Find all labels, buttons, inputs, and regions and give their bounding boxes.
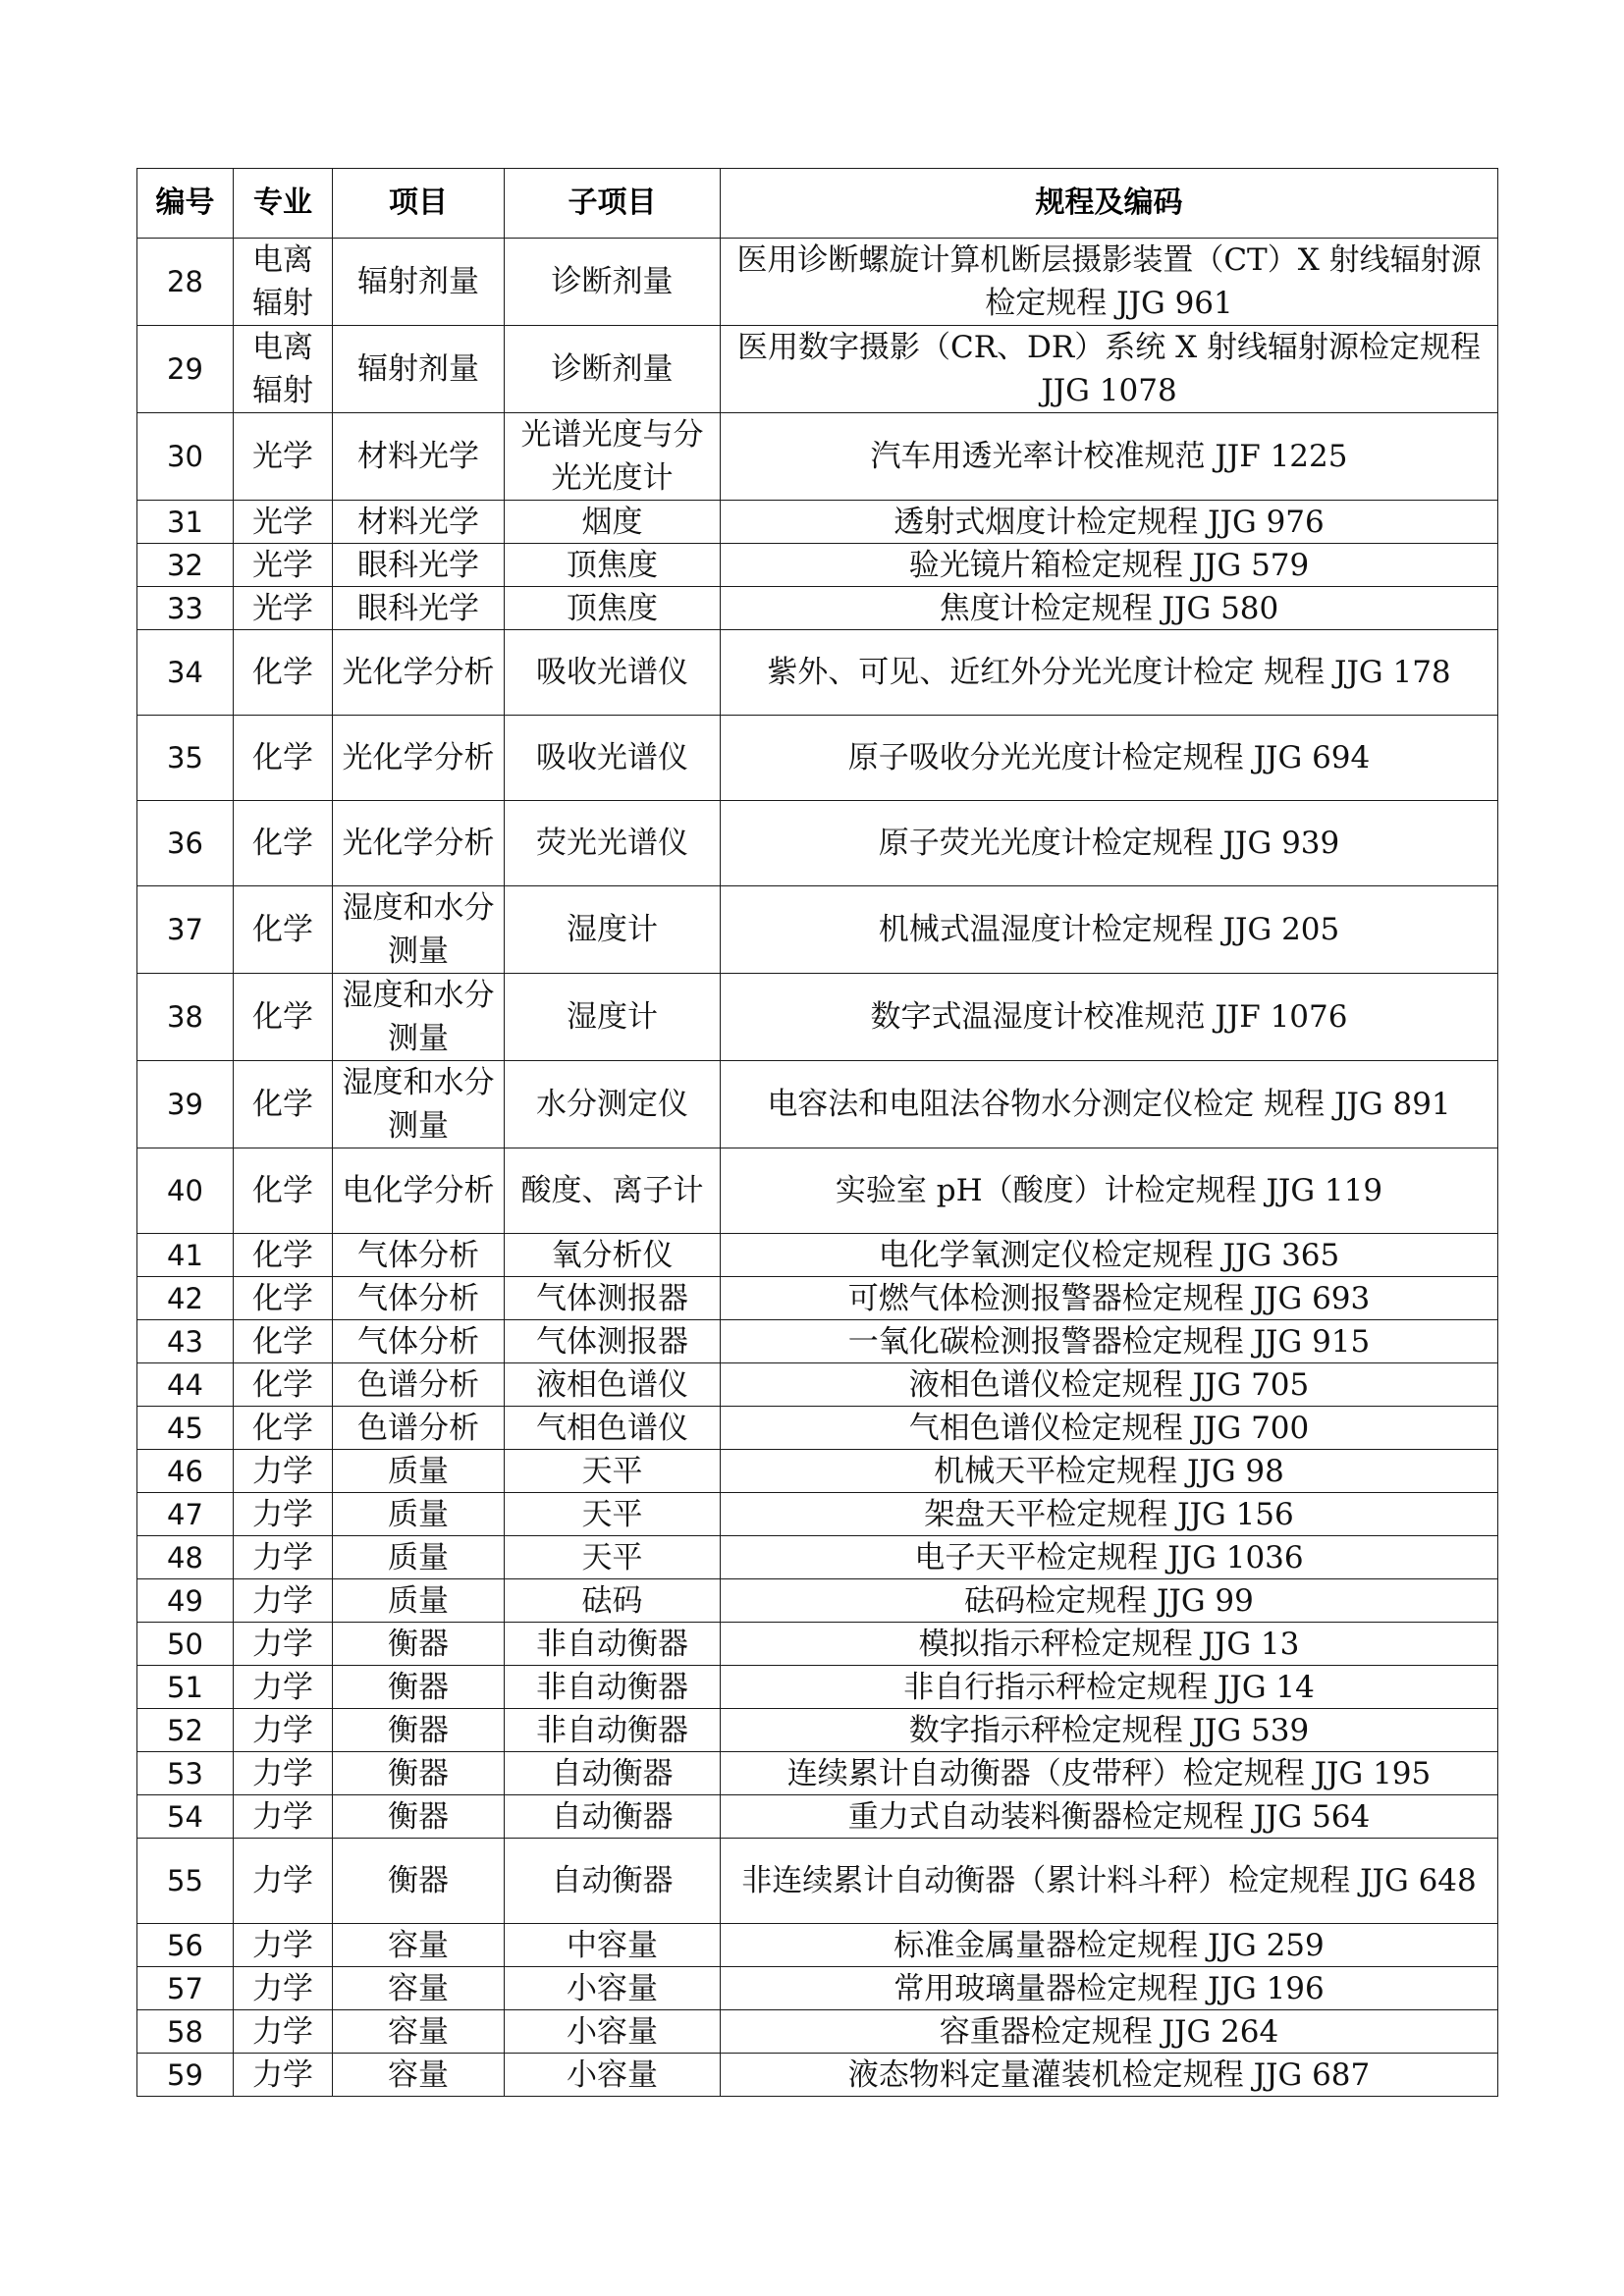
cell-subitem: 非自动衡器 — [505, 1666, 721, 1709]
cell-no: 41 — [137, 1234, 234, 1277]
cell-spec: 砝码检定规程 JJG 99 — [721, 1579, 1498, 1623]
table-row — [137, 1234, 1498, 1277]
cell-major: 电离辐射 — [234, 326, 333, 413]
cell-subitem: 顶焦度 — [505, 544, 721, 587]
cell-spec: 模拟指示秤检定规程 JJG 13 — [721, 1623, 1498, 1666]
cell-no: 45 — [137, 1407, 234, 1450]
cell-major: 力学 — [234, 1493, 333, 1536]
cell-no: 47 — [137, 1493, 234, 1536]
cell-major: 电离辐射 — [234, 239, 333, 326]
cell-subitem: 湿度计 — [505, 974, 721, 1061]
table-row — [137, 1536, 1498, 1579]
cell-spec: 焦度计检定规程 JJG 580 — [721, 587, 1498, 630]
cell-no: 42 — [137, 1277, 234, 1320]
cell-no: 43 — [137, 1320, 234, 1363]
cell-spec: 非自行指示秤检定规程 JJG 14 — [721, 1666, 1498, 1709]
header-subitem: 子项目 — [505, 169, 721, 239]
cell-subitem: 顶焦度 — [505, 587, 721, 630]
cell-subitem: 诊断剂量 — [505, 326, 721, 413]
cell-item: 辐射剂量 — [333, 326, 505, 413]
header-spec: 规程及编码 — [721, 169, 1498, 239]
table-row — [137, 544, 1498, 587]
cell-spec: 机械天平检定规程 JJG 98 — [721, 1450, 1498, 1493]
cell-no: 51 — [137, 1666, 234, 1709]
cell-major: 力学 — [234, 1666, 333, 1709]
table-row — [137, 1666, 1498, 1709]
cell-subitem: 非自动衡器 — [505, 1623, 721, 1666]
cell-item: 材料光学 — [333, 413, 505, 501]
cell-no: 33 — [137, 587, 234, 630]
cell-item: 衡器 — [333, 1752, 505, 1795]
cell-subitem: 诊断剂量 — [505, 239, 721, 326]
cell-item: 衡器 — [333, 1623, 505, 1666]
cell-no: 36 — [137, 801, 234, 886]
table-row — [137, 1579, 1498, 1623]
cell-item: 容量 — [333, 1924, 505, 1967]
cell-spec: 透射式烟度计检定规程 JJG 976 — [721, 501, 1498, 544]
cell-no: 48 — [137, 1536, 234, 1579]
cell-major: 力学 — [234, 1839, 333, 1924]
cell-subitem: 光谱光度与分光光度计 — [505, 413, 721, 501]
cell-major: 力学 — [234, 1752, 333, 1795]
cell-no: 29 — [137, 326, 234, 413]
cell-major: 力学 — [234, 2054, 333, 2097]
cell-spec: 标准金属量器检定规程 JJG 259 — [721, 1924, 1498, 1967]
cell-subitem: 气体测报器 — [505, 1277, 721, 1320]
table-header-row — [137, 169, 1498, 239]
cell-no: 38 — [137, 974, 234, 1061]
cell-no: 56 — [137, 1924, 234, 1967]
cell-major: 力学 — [234, 2010, 333, 2054]
cell-spec: 电容法和电阻法谷物水分测定仪检定 规程 JJG 891 — [721, 1061, 1498, 1148]
cell-major: 化学 — [234, 1363, 333, 1407]
cell-item: 气体分析 — [333, 1320, 505, 1363]
cell-subitem: 小容量 — [505, 2054, 721, 2097]
cell-item: 电化学分析 — [333, 1148, 505, 1234]
cell-major: 化学 — [234, 630, 333, 716]
cell-item: 容量 — [333, 1967, 505, 2010]
table-row — [137, 1795, 1498, 1839]
table-row — [137, 1709, 1498, 1752]
cell-item: 湿度和水分测量 — [333, 886, 505, 974]
cell-spec: 机械式温湿度计检定规程 JJG 205 — [721, 886, 1498, 974]
cell-major: 化学 — [234, 1234, 333, 1277]
cell-major: 光学 — [234, 587, 333, 630]
table-row — [137, 630, 1498, 716]
cell-item: 光化学分析 — [333, 801, 505, 886]
cell-major: 化学 — [234, 1148, 333, 1234]
cell-no: 35 — [137, 716, 234, 801]
table-row — [137, 974, 1498, 1061]
cell-item: 容量 — [333, 2010, 505, 2054]
cell-major: 化学 — [234, 716, 333, 801]
cell-item: 质量 — [333, 1450, 505, 1493]
cell-major: 力学 — [234, 1795, 333, 1839]
cell-item: 容量 — [333, 2054, 505, 2097]
cell-spec: 医用数字摄影（CR、DR）系统 X 射线辐射源检定规程 JJG 1078 — [721, 326, 1498, 413]
cell-subitem: 液相色谱仪 — [505, 1363, 721, 1407]
cell-spec: 气相色谱仪检定规程 JJG 700 — [721, 1407, 1498, 1450]
cell-item: 光化学分析 — [333, 716, 505, 801]
cell-major: 力学 — [234, 1709, 333, 1752]
cell-major: 化学 — [234, 886, 333, 974]
cell-no: 34 — [137, 630, 234, 716]
cell-subitem: 小容量 — [505, 2010, 721, 2054]
table-row — [137, 1320, 1498, 1363]
cell-spec: 一氧化碳检测报警器检定规程 JJG 915 — [721, 1320, 1498, 1363]
cell-subitem: 酸度、离子计 — [505, 1148, 721, 1234]
cell-no: 31 — [137, 501, 234, 544]
cell-subitem: 湿度计 — [505, 886, 721, 974]
cell-subitem: 小容量 — [505, 1967, 721, 2010]
header-no: 编号 — [137, 169, 234, 239]
cell-spec: 汽车用透光率计校准规范 JJF 1225 — [721, 413, 1498, 501]
cell-major: 化学 — [234, 1061, 333, 1148]
table-row — [137, 1277, 1498, 1320]
cell-no: 46 — [137, 1450, 234, 1493]
cell-no: 28 — [137, 239, 234, 326]
cell-major: 力学 — [234, 1536, 333, 1579]
cell-spec: 原子荧光光度计检定规程 JJG 939 — [721, 801, 1498, 886]
cell-major: 化学 — [234, 1277, 333, 1320]
cell-item: 湿度和水分测量 — [333, 1061, 505, 1148]
cell-subitem: 砝码 — [505, 1579, 721, 1623]
cell-subitem: 自动衡器 — [505, 1752, 721, 1795]
cell-spec: 医用诊断螺旋计算机断层摄影装置（CT）X 射线辐射源检定规程 JJG 961 — [721, 239, 1498, 326]
cell-major: 化学 — [234, 1407, 333, 1450]
header-major: 专业 — [234, 169, 333, 239]
table-row — [137, 1623, 1498, 1666]
cell-spec: 重力式自动装料衡器检定规程 JJG 564 — [721, 1795, 1498, 1839]
cell-no: 53 — [137, 1752, 234, 1795]
cell-subitem: 吸收光谱仪 — [505, 716, 721, 801]
cell-subitem: 气相色谱仪 — [505, 1407, 721, 1450]
cell-major: 光学 — [234, 544, 333, 587]
cell-item: 辐射剂量 — [333, 239, 505, 326]
cell-subitem: 天平 — [505, 1536, 721, 1579]
cell-item: 衡器 — [333, 1666, 505, 1709]
table-row — [137, 413, 1498, 501]
cell-item: 湿度和水分测量 — [333, 974, 505, 1061]
cell-no: 59 — [137, 2054, 234, 2097]
cell-subitem: 自动衡器 — [505, 1839, 721, 1924]
cell-subitem: 自动衡器 — [505, 1795, 721, 1839]
cell-major: 力学 — [234, 1450, 333, 1493]
cell-item: 质量 — [333, 1493, 505, 1536]
cell-no: 39 — [137, 1061, 234, 1148]
cell-subitem: 吸收光谱仪 — [505, 630, 721, 716]
table-row — [137, 1363, 1498, 1407]
table-row — [137, 1061, 1498, 1148]
table-row — [137, 1924, 1498, 1967]
cell-subitem: 荧光光谱仪 — [505, 801, 721, 886]
cell-spec: 连续累计自动衡器（皮带秤）检定规程 JJG 195 — [721, 1752, 1498, 1795]
regulation-table — [136, 168, 1498, 2097]
cell-spec: 容重器检定规程 JJG 264 — [721, 2010, 1498, 2054]
cell-spec: 液相色谱仪检定规程 JJG 705 — [721, 1363, 1498, 1407]
cell-no: 57 — [137, 1967, 234, 2010]
cell-subitem: 气体测报器 — [505, 1320, 721, 1363]
table-row — [137, 326, 1498, 413]
cell-item: 质量 — [333, 1536, 505, 1579]
cell-spec: 液态物料定量灌装机检定规程 JJG 687 — [721, 2054, 1498, 2097]
cell-major: 力学 — [234, 1579, 333, 1623]
cell-no: 30 — [137, 413, 234, 501]
table-row — [137, 801, 1498, 886]
table-row — [137, 2054, 1498, 2097]
table-row — [137, 587, 1498, 630]
cell-no: 44 — [137, 1363, 234, 1407]
cell-subitem: 中容量 — [505, 1924, 721, 1967]
cell-major: 力学 — [234, 1924, 333, 1967]
table-row — [137, 1752, 1498, 1795]
cell-no: 40 — [137, 1148, 234, 1234]
cell-item: 衡器 — [333, 1839, 505, 1924]
cell-no: 50 — [137, 1623, 234, 1666]
cell-item: 材料光学 — [333, 501, 505, 544]
table-body — [137, 239, 1498, 2097]
cell-spec: 紫外、可见、近红外分光光度计检定 规程 JJG 178 — [721, 630, 1498, 716]
cell-item: 光化学分析 — [333, 630, 505, 716]
table-row — [137, 1450, 1498, 1493]
cell-item: 气体分析 — [333, 1277, 505, 1320]
cell-spec: 架盘天平检定规程 JJG 156 — [721, 1493, 1498, 1536]
cell-no: 52 — [137, 1709, 234, 1752]
cell-spec: 原子吸收分光光度计检定规程 JJG 694 — [721, 716, 1498, 801]
cell-subitem: 氧分析仪 — [505, 1234, 721, 1277]
table-row — [137, 1407, 1498, 1450]
cell-item: 衡器 — [333, 1795, 505, 1839]
cell-subitem: 天平 — [505, 1493, 721, 1536]
cell-spec: 电子天平检定规程 JJG 1036 — [721, 1536, 1498, 1579]
header-item: 项目 — [333, 169, 505, 239]
table-row — [137, 2010, 1498, 2054]
cell-spec: 实验室 pH（酸度）计检定规程 JJG 119 — [721, 1148, 1498, 1234]
cell-major: 化学 — [234, 1320, 333, 1363]
cell-spec: 数字式温湿度计校准规范 JJF 1076 — [721, 974, 1498, 1061]
cell-subitem: 烟度 — [505, 501, 721, 544]
table-row — [137, 716, 1498, 801]
table-row — [137, 1967, 1498, 2010]
table-row — [137, 1839, 1498, 1924]
cell-spec: 电化学氧测定仪检定规程 JJG 365 — [721, 1234, 1498, 1277]
table-row — [137, 239, 1498, 326]
cell-no: 37 — [137, 886, 234, 974]
cell-item: 眼科光学 — [333, 544, 505, 587]
cell-major: 化学 — [234, 974, 333, 1061]
cell-spec: 验光镜片箱检定规程 JJG 579 — [721, 544, 1498, 587]
cell-item: 质量 — [333, 1579, 505, 1623]
cell-spec: 数字指示秤检定规程 JJG 539 — [721, 1709, 1498, 1752]
cell-major: 力学 — [234, 1623, 333, 1666]
cell-no: 54 — [137, 1795, 234, 1839]
cell-subitem: 天平 — [505, 1450, 721, 1493]
cell-subitem: 非自动衡器 — [505, 1709, 721, 1752]
cell-major: 化学 — [234, 801, 333, 886]
cell-item: 色谱分析 — [333, 1407, 505, 1450]
cell-major: 光学 — [234, 413, 333, 501]
cell-item: 色谱分析 — [333, 1363, 505, 1407]
cell-no: 55 — [137, 1839, 234, 1924]
cell-spec: 非连续累计自动衡器（累计料斗秤）检定规程 JJG 648 — [721, 1839, 1498, 1924]
table-row — [137, 886, 1498, 974]
cell-subitem: 水分测定仪 — [505, 1061, 721, 1148]
cell-major: 力学 — [234, 1967, 333, 2010]
cell-no: 58 — [137, 2010, 234, 2054]
cell-spec: 常用玻璃量器检定规程 JJG 196 — [721, 1967, 1498, 2010]
cell-item: 眼科光学 — [333, 587, 505, 630]
cell-spec: 可燃气体检测报警器检定规程 JJG 693 — [721, 1277, 1498, 1320]
cell-major: 光学 — [234, 501, 333, 544]
cell-item: 衡器 — [333, 1709, 505, 1752]
cell-item: 气体分析 — [333, 1234, 505, 1277]
table-row — [137, 1148, 1498, 1234]
cell-no: 32 — [137, 544, 234, 587]
cell-no: 49 — [137, 1579, 234, 1623]
table-row — [137, 1493, 1498, 1536]
table-row — [137, 501, 1498, 544]
